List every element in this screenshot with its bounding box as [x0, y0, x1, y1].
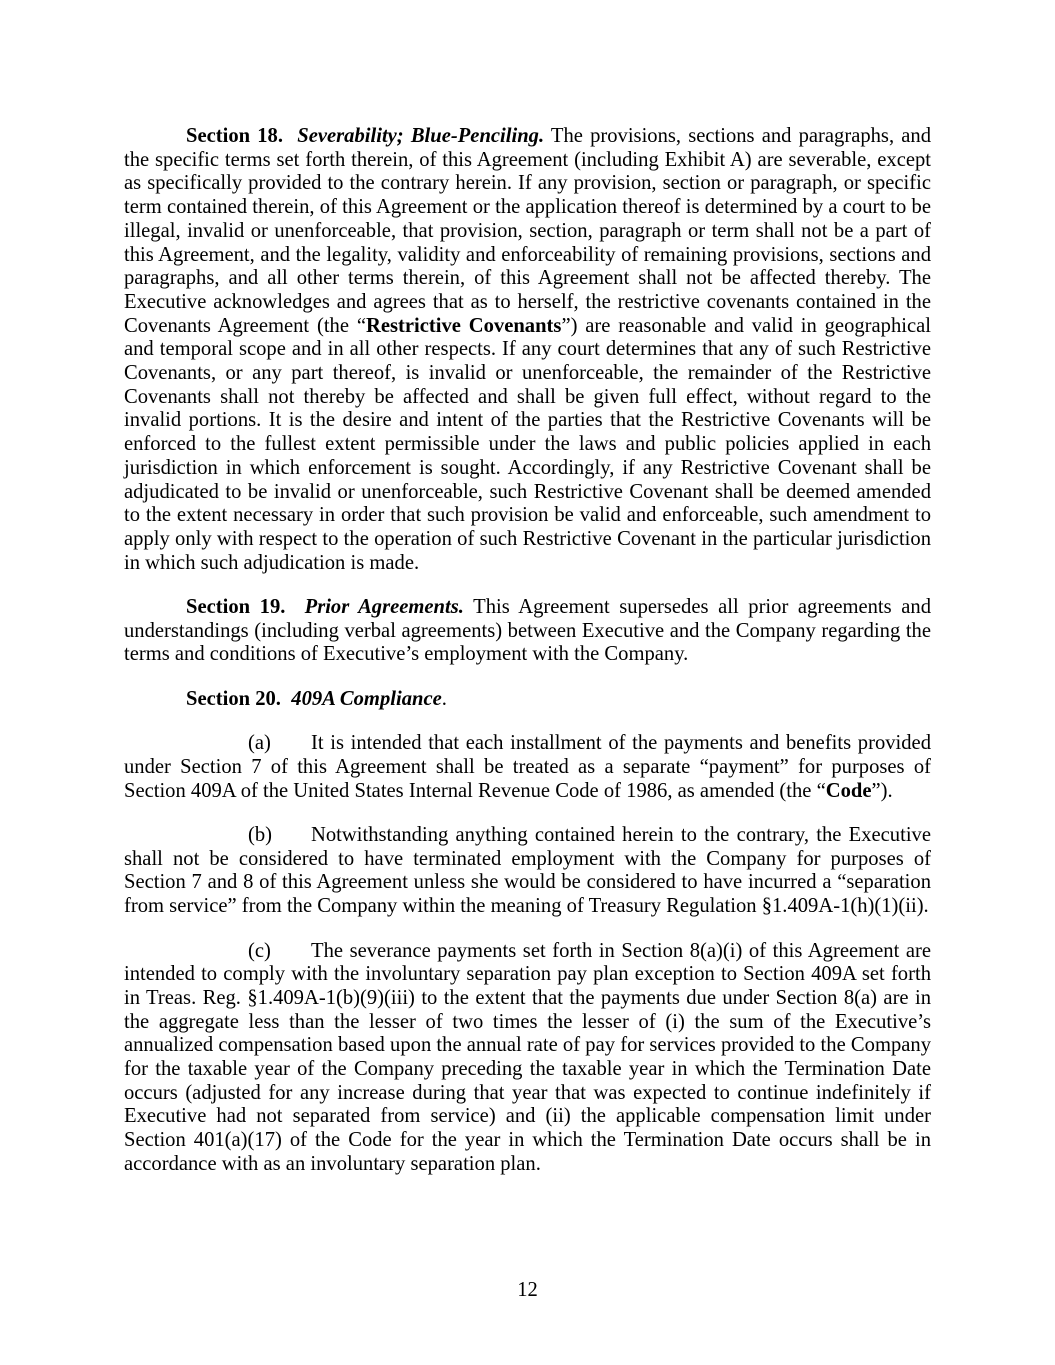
section-19 — [124, 596, 931, 667]
subsection-text: It is intended that each installment of the payments and benefits provided under Section 7 of this Agreement shall be treated as a separate “payment” for purposes of Section 409A of the United States Internal Revenue Code of 1986, as amended (the “ — [124, 732, 931, 802]
section-title: Prior Agreements. — [304, 596, 464, 619]
subsection-b — [124, 824, 931, 919]
section-title: 409A Compliance — [291, 687, 442, 710]
defined-term: Restrictive Covenants — [366, 314, 562, 337]
subsection-c — [124, 940, 931, 1177]
subsection-marker: (b) — [248, 824, 273, 847]
section-label: Section 18. — [186, 125, 283, 147]
subsection-text: The severance payments set forth in Section 8(a)(i) of this Agreement are intended to comply with the involuntary separation pay plan exception to Section 409A set forth in Treas. Reg. §1.409A-1(b)(9)(iii) to the extent that the payments due under Section 8(a) are in the aggregate less than the lesser of two times the lesser of (i) the sum of the Executive’s annualized compensation based upon the annual rate of pay for services provided to the Company for the taxable year of the Company preceding the taxable year in which the Termination Date occurs (adjusted for any increase during that year that was expected to continue indefinitely if Executive had not separated from service) and (ii) the applicable compensation limit under Section 401(a)(17) of the Code for the year in which the Termination Date occurs shall be in accordance with as an involuntary separation plan. — [124, 939, 931, 1175]
section-title: Severability; Blue-Penciling. — [297, 125, 545, 147]
section-label: Section 19. — [186, 596, 286, 619]
subsection-marker: (c) — [248, 939, 271, 962]
section-18 — [124, 125, 931, 575]
subsection-text: Notwithstanding anything contained herein to the contrary, the Executive shall not be considered to have terminated employment with the Company for purposes of Section 7 and 8 of this Agreement unless she would be considered to have incurred a “separation from service” from the Company within the meaning of Treasury Regulation §1.409A-1(h)(1)(ii). — [124, 824, 931, 918]
document-page — [124, 125, 931, 1197]
subsection-a — [124, 732, 931, 803]
section-text: This Agreement supersedes all prior agreements and understandings (including verbal agreements) between Executive and the Company regarding the terms and conditions of Executive’s employment with the Company. — [124, 596, 931, 666]
section-text: The provisions, sections and paragraphs, and the specific terms set forth therein, of this Agreement (including Exhibit A) are severable, except as specifically provided to the contrary herein. If any provision, section or paragraph, or specific term contained therein, of this Agreement or the application thereof is determined by a court to be illegal, invalid or unenforceable, that provision, section, paragraph or term shall not be a part of this Agreement, and the legality, validity and enforceability of remaining provisions, sections and paragraphs, and all other terms therein, of this Agreement shall not be affected thereby. The Executive acknowledges and agrees that as to herself, the restrictive covenants contained in the Covenants Agreement (the “ — [124, 125, 931, 337]
page-number: 12 — [517, 1279, 538, 1301]
subsection-marker: (a) — [248, 732, 271, 755]
subsection-text: ”). — [871, 779, 893, 802]
defined-term: Code — [825, 779, 872, 802]
section-text: ”) are reasonable and valid in geographical and temporal scope and in all other respects. If any court determines that any of such Restrictive Covenants, or any part thereof, is invalid or unenforceable, the remainder of the Restrictive Covenants shall not thereby be affected and shall be given full effect, without regard to the invalid portions. It is the desire and intent of the parties that the Restrictive Covenants will be enforced to the fullest extent permissible under the laws and public policies applied in each jurisdiction in which enforcement is sought. Accordingly, if any Restrictive Covenant shall be adjudicated to be invalid or unenforceable, such Restrictive Covenant shall be deemed amended to the extent necessary in order that such provision be valid and enforceable, such amendment to apply only with respect to the operation of such Restrictive Covenant in the particular jurisdiction in which such adjudication is made. — [124, 314, 931, 574]
section-title-period: . — [441, 687, 447, 710]
section-label: Section 20. — [186, 687, 281, 710]
section-20 — [124, 688, 931, 712]
